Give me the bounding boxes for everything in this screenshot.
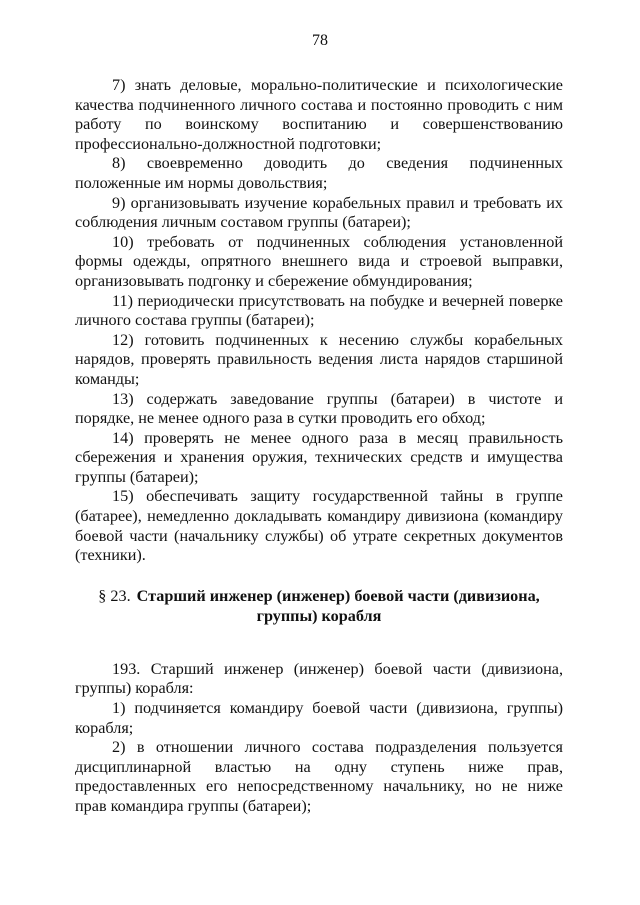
list-item-10: 10) требовать от подчиненных соблюдения установленной формы одежды, опрятного внешнего вида и строевой выправки, организовывать подгонку и сбережение обмундирования;	[75, 232, 563, 290]
article-item-1: 1) подчиняется командиру боевой части (дивизиона, группы) корабля;	[75, 699, 563, 737]
article-item-2: 2) в отношении личного состава подразделения пользуется дисциплинарной властью на одну ступень ниже прав, предоставленных его непосредственному начальнику, но не ниже прав командира группы (батареи);	[75, 738, 563, 815]
list-item-8: 8) своевременно доводить до сведения подчиненных положенные им нормы довольствия;	[75, 154, 563, 192]
article-193: 193. Старший инженер (инженер) боевой части (дивизиона, группы) корабля:	[75, 659, 563, 698]
list-item-11: 11) периодически присутствовать на побудке и вечерней поверке личного состава группы (батареи);	[75, 291, 563, 330]
section-number: § 23.	[98, 586, 131, 605]
list-item-9: 9) организовывать изучение корабельных правил и требовать их соблюдения личным составом группы (батареи);	[75, 193, 563, 232]
list-item-14: 14) проверять не менее одного раза в месяц правильность сбережения и хранения оружия, технических средств и имущества группы (батареи);	[75, 428, 563, 486]
section-heading	[75, 586, 563, 626]
list-item-13: 13) содержать заведование группы (батареи) в чистоте и порядке, не менее одного раза в сутки проводить его обход;	[75, 389, 563, 428]
section-title-line1: Старший инженер (инженер) боевой части (дивизиона,	[136, 586, 540, 605]
page-number: 78	[312, 32, 328, 49]
document-body	[75, 76, 563, 817]
list-item-7: 7) знать деловые, морально-политические и психологические качества подчиненного личного состава и постоянно проводить с ним работу по воинскому воспитанию и совершенствованию профессионально-должностной подготовки;	[75, 76, 563, 153]
section-title-line2: группы) корабля	[256, 606, 382, 625]
list-item-12: 12) готовить подчиненных к несению службы корабельных нарядов, проверять правильность ведения листа нарядов старшиной команды;	[75, 330, 563, 388]
list-item-15: 15) обеспечивать защиту государственной тайны в группе (батарее), немедленно докладывать командиру дивизиона (командиру боевой части (начальнику службы) об утрате секретных документов (техники).	[75, 487, 563, 565]
